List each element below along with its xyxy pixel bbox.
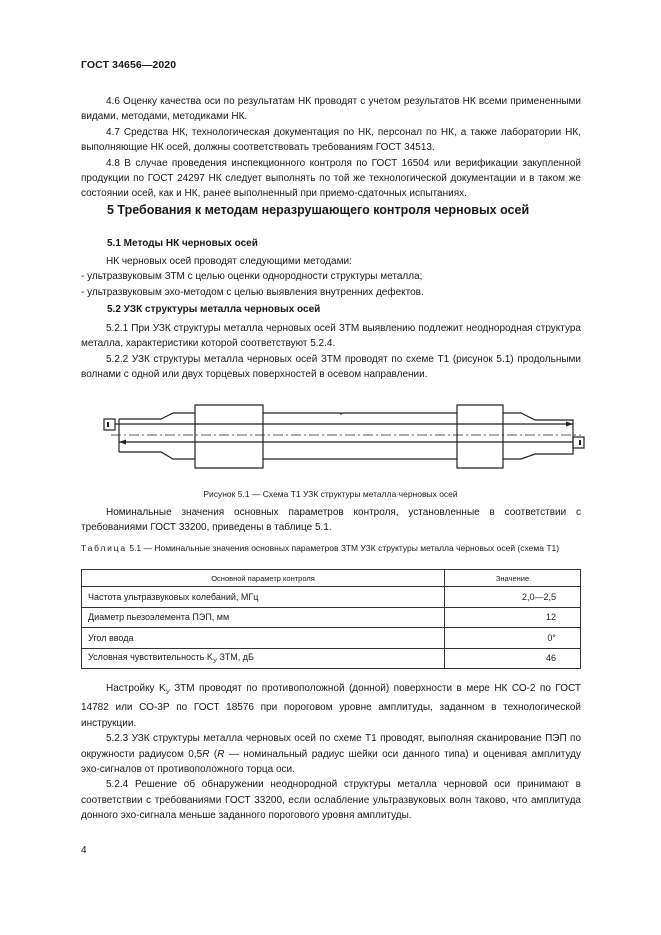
setup-subscript: У [165,689,170,696]
paragraph-4-6: 4.6 Оценку качества оси по результатам НК проводят с учетом результатов НК всеми примененными видами, методами, методиками НК. [81,96,581,123]
table-row [82,587,581,608]
param-cell: Диаметр пьезоэлемента ПЭП, мм [82,607,445,628]
section-5-2-title: 5.2 УЗК структуры металла черновых осей [107,304,321,315]
axle-schema-figure [103,402,588,474]
section-5-title: 5 Требования к методам неразрушающего контроля черновых осей [107,203,530,217]
intro-block [81,94,581,202]
text-fragment: ( [209,748,218,760]
header-value: Значение [445,570,581,587]
table-row [82,628,581,649]
param-text: Условная чувствительность K [88,651,213,662]
param-cell: Частота ультразвуковых колебаний, МГц [82,587,445,608]
paragraph-4-7: 4.7 Средства НК, технологическая документация по НК, персонал по НК, а также лаборатории НК, выполняющие НК осей, должны соответствовать требованиям ГОСТ 34513. [81,126,581,154]
paragraph-setup [81,681,581,731]
table-row [82,607,581,628]
param-cell [82,648,445,669]
header-parameter: Основной параметр контроля [82,570,445,587]
document-header: ГОСТ 34656—2020 [81,59,177,71]
table-intro [81,505,581,536]
section-5-1-title: 5.1 Методы НК черновых осей [107,238,258,249]
radius-symbol: R [217,748,225,760]
paragraph-5-2-4: 5.2.4 Решение об обнаружении неоднородной структуры металла черновой оси принимают в соответствии с требованиями ГОСТ 33200, если ослабление ультразвуковых волн таково, что амплитуда донного эхо-сигнала меньше заданного порогового уровня амплитуды. [81,779,581,822]
methods-lead: НК черновых осей проводят следующими методами: [106,256,352,267]
section-5-2-body [81,321,581,383]
tail-block [81,681,581,824]
text-fragment: — номинальный радиус шейки оси данного типа) и оценивая амплитуду эхо-сигналов от противоположного торца оси. [81,748,581,776]
method-item: - ультразвуковым эхо-методом с целью выявления внутренних дефектов. [81,285,581,300]
paragraph-5-2-2: 5.2.2 УЗК структуры металла черновых осей ЗТМ проводят по схеме Т1 (рисунок 5.1) продольными волнами с одной или двух торцевых поверхностей в осевом направлении. [81,353,581,381]
table-intro-text: Номинальные значения основных параметров контроля, установленные в соответствии с требованиями ГОСТ 33200, приведены в таблице 5.1. [81,507,581,534]
param-cell: Угол ввода [82,628,445,649]
value-cell: 12 [445,607,581,628]
paragraph-4-8: 4.8 В случае проведения инспекционного контроля по ГОСТ 16504 или верификации закупленной продукции по ГОСТ 24297 НК следует выполнять по той же технологической документации и в таком же состоянии осей, как и НК, ранее выполненный при приемо-сдаточных испытаниях. [81,157,581,200]
paragraph-5-2-3 [81,731,581,777]
parameters-table [81,569,581,669]
param-suffix: ЗТМ, дБ [217,651,254,662]
radius-symbol: R [202,748,210,760]
setup-start: Настройку K [106,683,166,694]
method-item: - ультразвуковым ЗТМ с целью оценки однородности структуры металла; [81,269,581,284]
table-header-row [82,570,581,587]
table-row [82,648,581,669]
page-number: 4 [81,845,87,856]
value-cell: 0° [445,628,581,649]
param-subscript: У [212,657,218,665]
value-cell: 2,0—2,5 [445,587,581,608]
table-caption-label: Таблица [81,543,127,553]
figure-caption: Рисунок 5.1 — Схема Т1 УЗК структуры металла черновых осей [203,489,458,499]
text-fragment: 5.2.3 УЗК структуры металла черновых осей по схеме Т1 проводят, выполняя сканирование ПЭП по окружности радиусом 0,5 [81,733,581,760]
table-caption [81,543,581,554]
table-caption-text: 5.1 — Номинальные значения основных параметров ЗТМ УЗК структуры металла черновых осей (схема Т1) [129,543,560,553]
value-cell: 46 [445,648,581,669]
paragraph-5-2-1: 5.2.1 При УЗК структуры металла черновых осей ЗТМ выявлению подлежит неоднородная структура металла, характеристики которой соответствуют 5.2.4. [81,323,581,350]
setup-rest: ЗТМ проводят по противоположной (донной) поверхности в мере НК СО-2 по ГОСТ 14782 или СО-3Р по ГОСТ 18576 при пороговом уровне амплитуды, заданном в технологической инструкции. [81,683,581,729]
section-5-1-body [81,254,581,300]
